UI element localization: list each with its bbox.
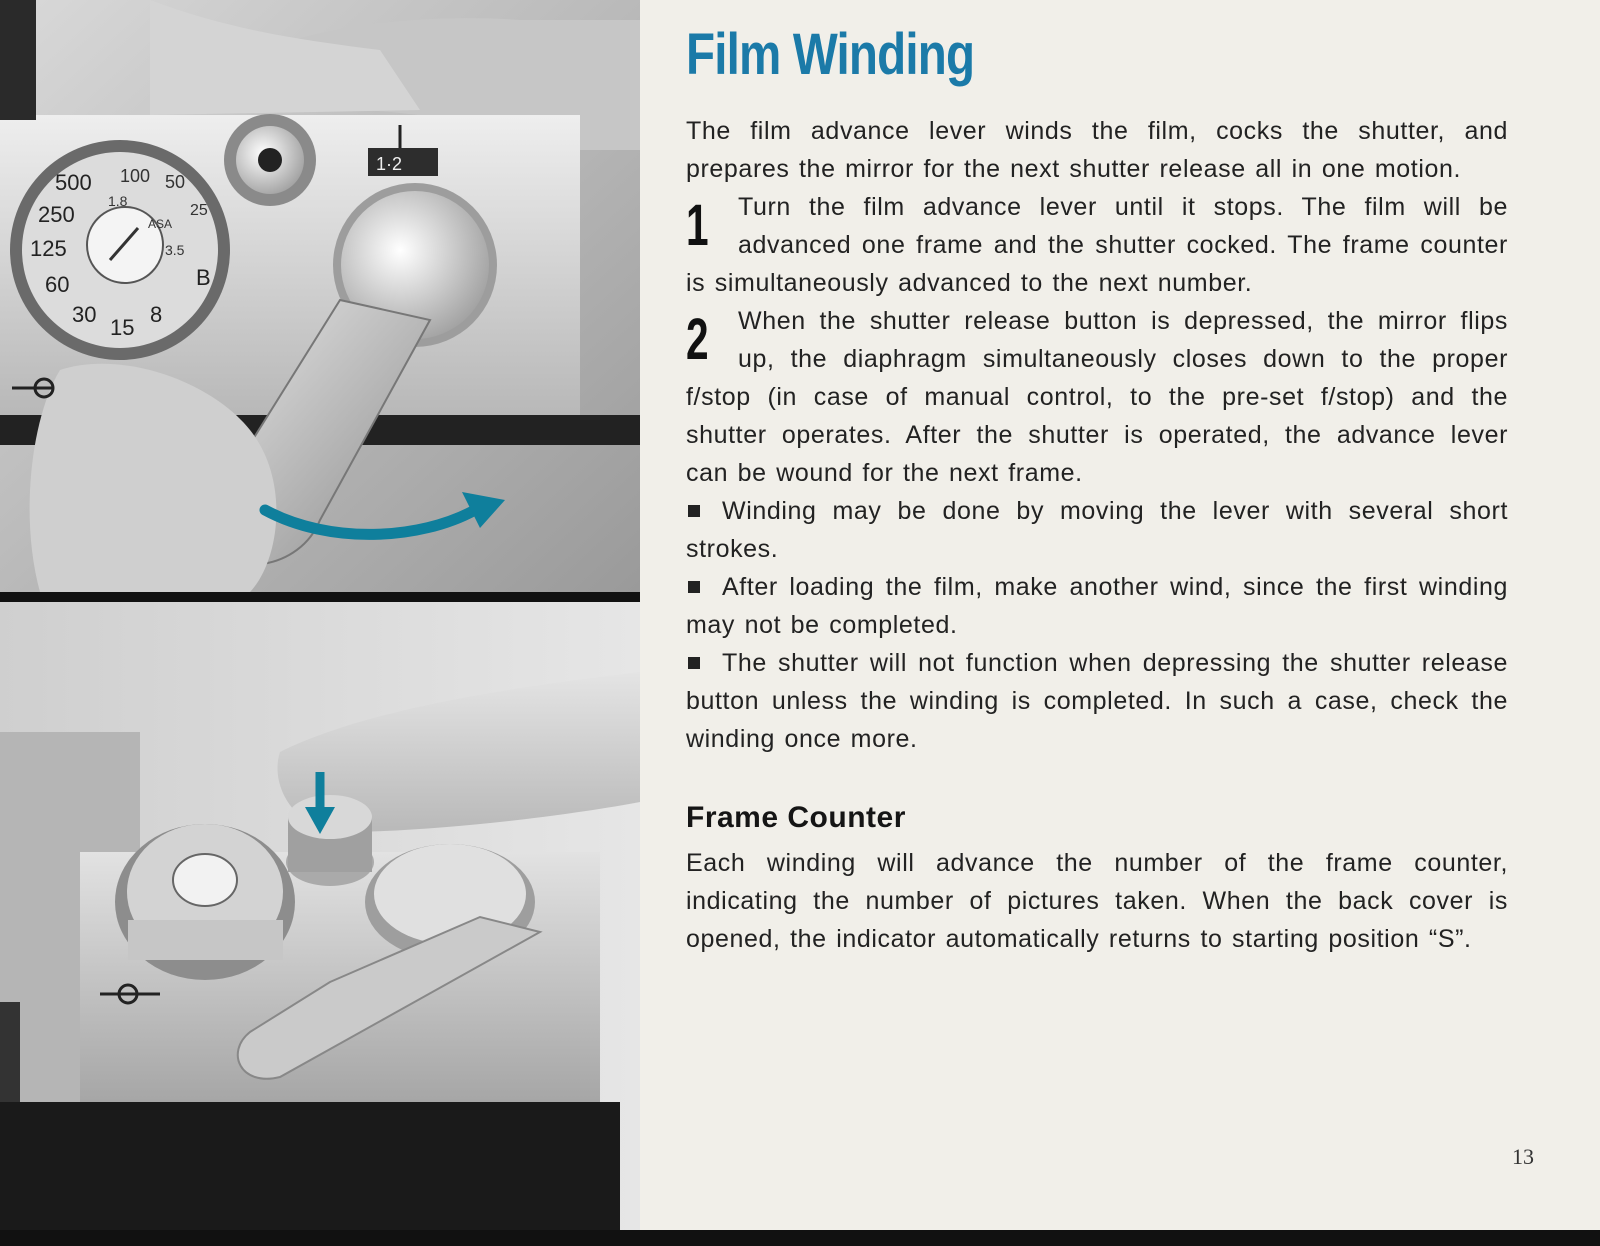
dial-label-60: 60	[45, 272, 70, 297]
text-column	[686, 20, 1508, 958]
dial-label-asa: ASA	[148, 217, 173, 231]
page-bottom-edge	[0, 1230, 1600, 1246]
dial-label-1-8: 1.8	[108, 193, 128, 209]
step-number-2: 2	[686, 307, 710, 372]
photo-winding-lever	[0, 0, 640, 592]
dial-label-8: 8	[150, 302, 163, 327]
dial-label-15: 15	[110, 315, 135, 340]
photo-column	[0, 0, 640, 1246]
step-1	[686, 188, 1508, 302]
dial-label-50: 50	[165, 172, 186, 192]
note-1-text: Winding may be done by moving the lever with several short strokes.	[686, 497, 1508, 563]
note-3-text: The shutter will not function when depressing the shutter release button unless the winding is completed. In such a case, check the winding once more.	[686, 649, 1508, 753]
note-2-text: After loading the film, make another wind, since the first winding may not be completed.	[686, 573, 1508, 639]
page-title: Film Winding	[686, 22, 975, 87]
dial-label-25: 25	[190, 202, 208, 219]
intro-paragraph: The film advance lever winds the film, cocks the shutter, and prepares the mirror for the next shutter release all in one motion.	[686, 117, 1508, 183]
note-1	[686, 492, 1508, 568]
dial-label-b: B	[196, 265, 211, 290]
step-2	[686, 302, 1508, 492]
dial-label-500: 500	[55, 170, 92, 195]
frame-counter-heading: Frame Counter	[686, 801, 906, 834]
photo-shutter-release	[0, 602, 640, 1232]
frame-counter-paragraph: Each winding will advance the number of the frame counter, indicating the number of pictures taken. When the back cover is opened, the indicator automatically returns to starting position “S”.	[686, 849, 1508, 953]
note-3	[686, 644, 1508, 758]
step-1-text: Turn the film advance lever until it stops. The film will be advanced one frame and the shutter cocked. The frame counter is simultaneously advanced to the next number.	[686, 193, 1508, 297]
page-number: 13	[1512, 1144, 1534, 1169]
note-2	[686, 568, 1508, 644]
square-bullet-icon	[688, 505, 700, 517]
square-bullet-icon	[688, 581, 700, 593]
frame-counter-label: 1·2	[376, 154, 403, 174]
dial-label-3-5: 3.5	[165, 242, 185, 258]
dial-label-30: 30	[72, 302, 97, 327]
step-2-text: When the shutter release button is depressed, the mirror flips up, the diaphragm simultaneously closes down to the proper f/stop (in case of manual control, to the pre-set f/stop) and the shutter operates. After the shutter is operated, the advance lever can be wound for the next frame.	[686, 307, 1508, 487]
dial-label-100: 100	[120, 166, 151, 186]
dial-label-125: 125	[30, 236, 67, 261]
dial-label-250: 250	[38, 202, 75, 227]
body-text	[686, 112, 1508, 958]
square-bullet-icon	[688, 657, 700, 669]
step-number-1: 1	[686, 193, 710, 258]
